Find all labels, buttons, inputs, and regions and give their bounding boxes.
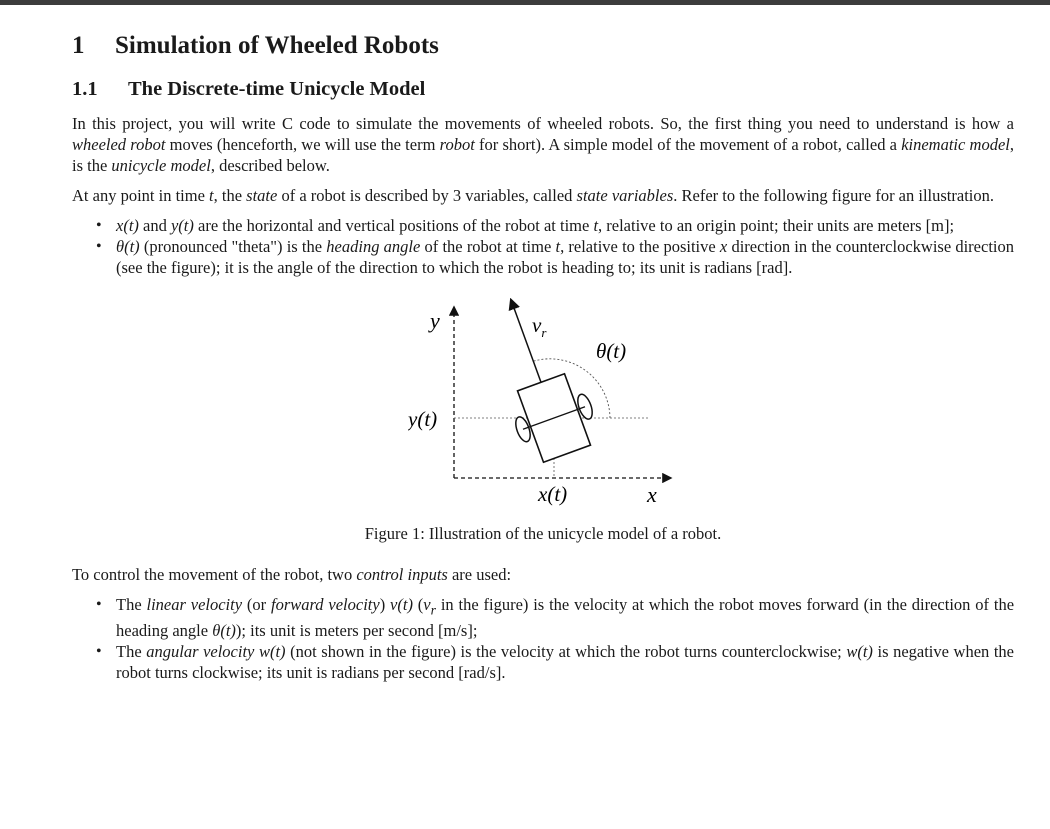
state-paragraph: At any point in time t, the state of a robot is described by 3 variables, called state variables. Refer to the following figure for an illustration. bbox=[72, 186, 995, 205]
y-of-t-label: y(t) bbox=[408, 407, 438, 431]
control-input-list bbox=[72, 594, 1014, 683]
list-item: • The angular velocity w(t) (not shown in the figure) is the velocity at which the robot turns counterclockwise; w(t) is negative when the robot turns clockwise; its unit is radians per second [rad/s]. bbox=[116, 641, 1014, 683]
section-title: Simulation of Wheeled Robots bbox=[115, 32, 439, 59]
subsection-heading bbox=[72, 74, 1014, 104]
theta-label: θ(t) bbox=[596, 339, 627, 363]
subsection-number: 1.1 bbox=[72, 78, 98, 100]
state-variable-list bbox=[72, 215, 1014, 278]
subsection-title: The Discrete-time Unicycle Model bbox=[128, 78, 426, 100]
list-item: • x(t) and y(t) are the horizontal and vertical positions of the robot at time t, relative to an origin point; their units are meters [m]; bbox=[116, 215, 1014, 236]
x-axis-label: x bbox=[647, 482, 657, 507]
figure-caption: Figure 1: Illustration of the unicycle model of a robot. bbox=[364, 524, 722, 543]
intro-paragraph: In this project, you will write C code to simulate the movements of wheeled robots. So, the first thing you need to understand is how a wheeled robot moves (henceforth, we will use the term robot for short). A simple model of the movement of a robot, called a kinematic model, is the unicycle model, described below. bbox=[72, 114, 1014, 175]
section-number: 1 bbox=[72, 32, 85, 59]
document-page bbox=[72, 28, 1014, 683]
unicycle-diagram bbox=[408, 298, 683, 514]
top-bar bbox=[0, 0, 1050, 5]
velocity-label: $v_r$ bbox=[532, 313, 547, 340]
section-heading bbox=[72, 28, 1014, 64]
unicycle-figure bbox=[72, 292, 1014, 512]
control-paragraph: To control the movement of the robot, two control inputs are used: bbox=[72, 565, 512, 584]
list-item: • θ(t) (pronounced "theta") is the heading angle of the robot at time t, relative to the positive x direction in the counterclockwise direction (see the figure); it is the angle of the direction to which the robot is heading to; its unit is radians [rad]. bbox=[116, 236, 1014, 278]
x-of-t-label: x(t) bbox=[538, 482, 568, 506]
list-item: • The linear velocity (or forward velocity) v(t) ($v_r$ in the figure) is the velocity at which the robot moves forward (in the direction of the heading angle θ(t)); its unit is meters per second [m/s]; bbox=[116, 594, 1014, 641]
y-axis-label: y bbox=[430, 308, 440, 333]
